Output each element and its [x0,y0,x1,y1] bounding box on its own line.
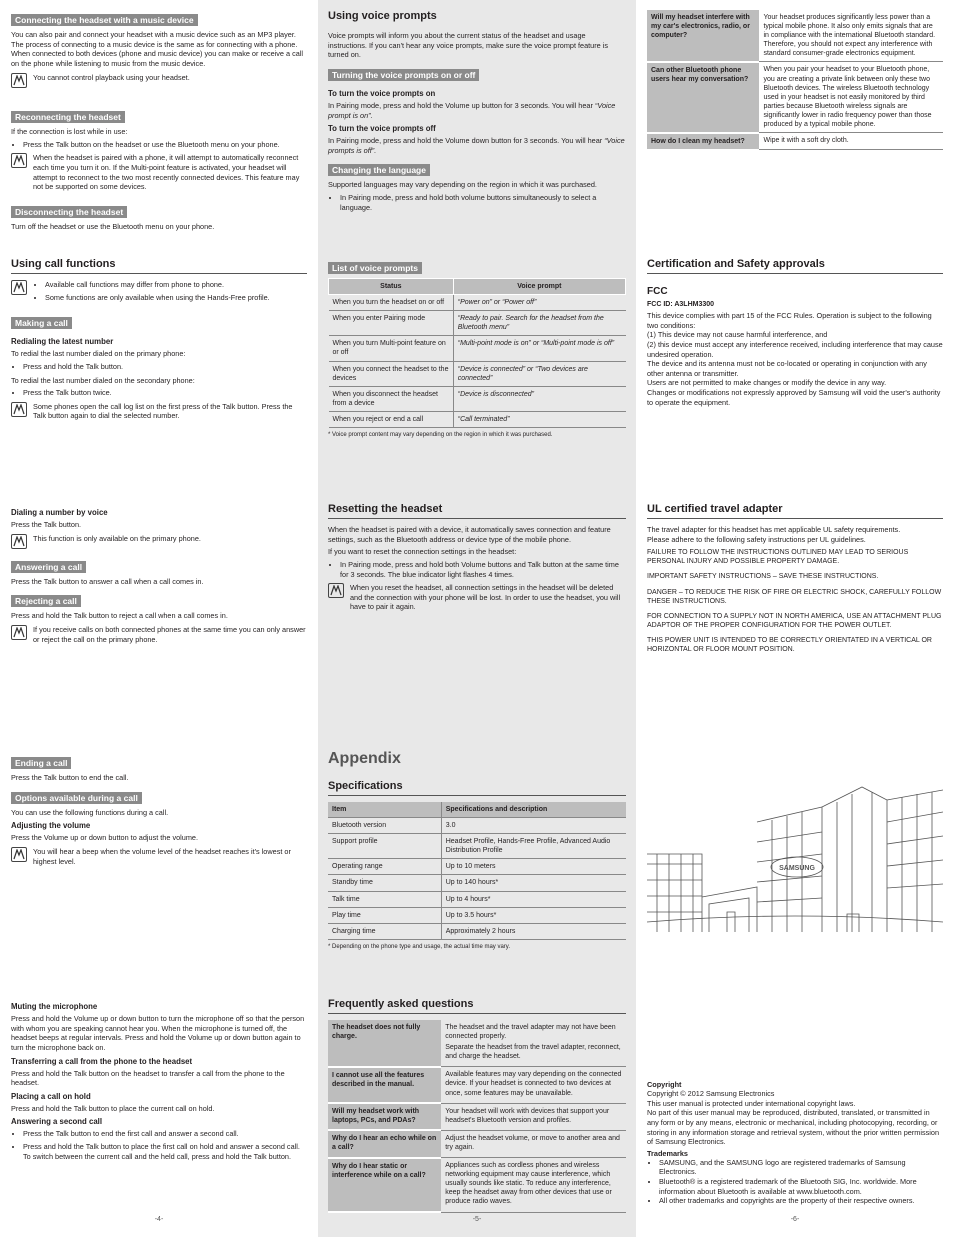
faq-question: I cannot use all the features described in the manual. [328,1067,441,1103]
faq-answer-paragraph: Available features may vary depending on the connected device. If your headset is connected to two devices at once, some features may be unavailable. [445,1071,622,1097]
voice-title: Using voice prompts [328,10,437,22]
voice-prompt-table [328,278,626,428]
faq-answer-paragraph: Separate the headset from the travel adapter, reconnect, and charge the headset. [445,1044,621,1061]
table-row [328,923,626,939]
reconnect-note [11,153,307,192]
faq-answer-paragraph: Adjust the headset volume, or move to another area and try again. [445,1134,620,1151]
table-row [647,62,943,133]
cert-title: Certification and Safety approvals [647,258,943,274]
table-cell: Play time [328,907,441,923]
voice-dial-text: Press the Talk button. [11,520,82,529]
note-icon [11,280,27,295]
second-bullet-1: • Press the Talk button to end the first call and answer a second call. [23,1129,307,1139]
hold-text: Press and hold the Talk button to place the current call on hold. [11,1103,215,1113]
table-cell: Will my headset interfere with my car's electronics, radio, or computer? [647,10,759,62]
fcc-line: This device complies with part 15 of the FCC Rules. Operation is subject to the following two conditions: [647,311,932,330]
table-cell: “Multi-point mode is on” or “Multi-point mode is off” [453,336,625,361]
redial-secondary: To redial the last number dialed on the secondary phone: [11,375,195,385]
faq-question: The headset does not fully charge. [328,1020,441,1067]
volume-title: Adjusting the volume [11,821,91,831]
reset-bullet: • In Pairing mode, press and hold both Volume buttons and Talk button at the same time for 3 seconds. The blue indicator light flashes 4 times. [340,560,626,579]
off-title: To turn the voice prompts off [328,124,436,134]
samsung-sign: SAMSUNG [779,865,815,872]
list-footnote: * Voice prompt content may vary depending on the region in which it was purchased. [328,432,553,439]
muting-section [11,998,307,1165]
table-row [328,859,626,875]
toggle-title: Turning the voice prompts on or off [328,69,479,81]
table-row [329,311,626,336]
ul-caps: DANGER – TO REDUCE THE RISK OF FIRE OR ELECTRIC SHOCK, CAREFULLY FOLLOW THESE INSTRUCTIONS. [647,588,942,605]
page-4 [0,0,318,1237]
ul-caps: FAILURE TO FOLLOW THE INSTRUCTIONS OUTLINED MAY LEAD TO SERIOUS PERSONAL INJURY AND POSSIBLE PROPERTY DAMAGE. [647,549,909,566]
ending-section [11,753,307,874]
table-row [329,386,626,411]
table-cell: Your headset produces significantly less power than a typical mobile phone. It also only emits signals that are in compliance with the international Bluetooth standard. Therefore, you should not expect any interference with standard consumer-grade electronics equipment. [759,10,943,62]
table-cell: When you turn the headset on or off [329,295,454,311]
reset-text2: If you want to reset the connection settings in the headset: [328,547,517,557]
table-header: Specifications and description [441,802,626,818]
cert-section [647,258,943,407]
table-cell: Approximately 2 hours [441,923,626,939]
reconnect-bullet: • Press the Talk button on the headset or use the Bluetooth menu on your phone. [23,140,307,150]
faq-answer-paragraph: The headset and the travel adapter may not have been connected properly. [445,1024,616,1041]
ending-text: Press the Talk button to end the call. [11,773,129,782]
faq-title: Frequently asked questions [328,998,626,1014]
table-cell: When you turn Multi-point feature on or off [329,336,454,361]
volume-note [11,847,307,866]
trademarks-title: Trademarks [647,1148,688,1158]
note-icon [11,153,27,168]
fcc-line: Users are not permitted to make changes or modify the device in any way. [647,378,887,388]
table-header: Voice prompt [453,279,625,295]
table-cell: Bluetooth version [328,818,441,834]
options-title: Options available during a call [11,792,142,804]
making-note-text: Some phones open the call log list on the first press of the Talk button. Press the Talk button again to dial the selected number. [33,401,293,421]
copyright-section [647,1080,943,1206]
faq-row [328,1020,626,1067]
redial-primary-bullet: • Press and hold the Talk button. [23,362,307,372]
volume-note-text: You will hear a beep when the volume level of the headset reaches it's lowest or highest level. [33,846,291,866]
trademark-item: • SAMSUNG, and the SAMSUNG logo are registered trademarks of Samsung Electronics. [659,1158,943,1177]
second-bullet-2: • Press and hold the Talk button to place the first call on hold and answer a second call. To switch between the current call and the held call, press and hold the Talk button. [23,1142,307,1161]
faq-question: Will my headset work with laptops, PCs, and PDAs? [328,1103,441,1130]
hold-title: Placing a call on hold [11,1091,91,1101]
reconnect-section [11,107,307,200]
table-cell: Up to 140 hours* [441,875,626,891]
disconnect-section [11,202,307,235]
ul-section [647,503,943,660]
ending-title: Ending a call [11,757,71,769]
table-row [328,891,626,907]
appendix-title: Appendix [328,750,401,767]
trademark-item: • All other trademarks and copyrights are the property of their respective owners. [659,1196,943,1206]
table-row [328,907,626,923]
redial-primary: To redial the last number dialed on the primary phone: [11,349,186,359]
music-section [11,10,307,96]
reconnect-note-text: When the headset is paired with a phone, it will attempt to automatically reconnect each time you turn it on. If the Multi-point feature is activated, your headset will attempt to reconnect to the two most recently connected devices. This feature may not be supported on some devices. [33,153,300,192]
note-icon [11,847,27,862]
table-row [329,295,626,311]
music-text: You can also pair and connect your headset with a music device such as an MP3 player. The process of connecting to a music device is the same as for connecting with a phone. When connected to both devices (phone and music device) you can make or receive a call on the phone while listening to music from the music device. [11,30,304,68]
table-cell: Wipe it with a soft dry cloth. [759,133,943,150]
copyright-line: This user manual is protected under international copyright laws. [647,1098,856,1108]
page-number: -6- [790,1216,800,1223]
table-cell: When you enter Pairing mode [329,311,454,336]
table-header: Status [329,279,454,295]
voice-dial-title: Dialing a number by voice [11,508,108,517]
table-cell: Talk time [328,891,441,907]
table-cell: Up to 3.5 hours* [441,907,626,923]
reset-title: Resetting the headset [328,503,626,519]
ul-caps: FOR CONNECTION TO A SUPPLY NOT IN NORTH AMERICA, USE AN ATTACHMENT PLUG ADAPTOR OF THE PROPER CONFIGURATION FOR THE POWER OUTLET. [647,612,942,629]
faq-answer [441,1103,626,1130]
faq-answer-paragraph: Your headset will work with devices that support your headset's Bluetooth version and profiles. [445,1107,610,1124]
second-title: Answering a second call [11,1117,102,1127]
rejecting-text: Press and hold the Talk button to reject a call when a call comes in. [11,611,228,621]
lang-text: Supported languages may vary depending on the region in which it was purchased. [328,180,597,190]
transfer-title: Transferring a call from the phone to the headset [11,1056,193,1066]
disconnect-title: Disconnecting the headset [11,206,127,218]
table-cell: Headset Profile, Hands-Free Profile, Advanced Audio Distribution Profile [441,834,626,859]
table-cell: Can other Bluetooth phone users hear my conversation? [647,62,759,133]
call-functions-title: Using call functions [11,258,307,274]
faq-answer [441,1067,626,1103]
table-row [328,834,626,859]
fcc-title: FCC [647,286,668,297]
voice-list-section [328,258,626,438]
page-number: -4- [154,1216,164,1223]
note-icon [11,625,27,640]
fcc-line: Changes or modifications not expressly approved by Samsung will void the user's authority to operate the equipment. [647,388,941,407]
faq-row [328,1130,626,1157]
voice-section [328,10,626,216]
reset-note-text: When you reset the headset, all connection settings in the headset will be deleted and the connection with your phone will be lost. In order to use the headset, you will have to pair it again. [350,583,621,612]
note-icon [11,73,27,88]
table-cell: “Power on” or “Power off” [453,295,625,311]
voice-dial-section [11,504,307,652]
table-cell: “Device is connected” or “Two devices are connected” [453,361,625,386]
copyright-line: Copyright © 2012 Samsung Electronics [647,1089,775,1098]
ul-line: Please adhere to the following safety instructions per UL guidelines. [647,534,866,544]
copyright-title: Copyright [647,1080,682,1089]
table-cell: Charging time [328,923,441,939]
copyright-line: No part of this user manual may be reproduced, distributed, translated, or transmitted in any form or by any means, electronic or mechanical, including photocopying, recording, or storing in any information storage and retrieval system, without the prior written permission of Samsung Electronics. [647,1108,940,1147]
note-icon [11,534,27,549]
building-illustration [647,782,943,932]
faq-continued [647,10,943,151]
table-header: Item [328,802,441,818]
table-cell: When you reject or end a call [329,411,454,427]
fcc-line: (1) This device may not cause harmful interference, and [647,330,828,340]
table-cell: “Device is disconnected” [453,386,625,411]
faq-question: Why do I hear static or interference while on a call? [328,1158,441,1212]
voice-dial-note-text: This function is only available on the primary phone. [33,533,201,543]
specs-table [328,802,626,940]
list-title: List of voice prompts [328,262,422,274]
call-note-2: • Some functions are only available when using the Hands-Free profile. [45,293,270,303]
faq-row [328,1158,626,1212]
table-row [647,133,943,150]
redial-title: Redialing the latest number [11,337,114,347]
music-note-text: You cannot control playback using your headset. [33,72,190,82]
redial-secondary-bullet: • Press the Talk button twice. [23,388,307,398]
table-row [329,361,626,386]
page-6 [636,0,954,1237]
table-cell: Standby time [328,875,441,891]
faq-row [328,1067,626,1103]
fcc-line: The device and its antenna must not be co-located or operating in conjunction with any other antenna or transmitter. [647,359,927,378]
table-cell: Up to 10 meters [441,859,626,875]
muting-title: Muting the microphone [11,1002,98,1011]
lang-title: Changing the language [328,164,430,176]
transfer-text: Press and hold the Talk button on the headset to transfer a call from the phone to the headset. [11,1068,285,1088]
ul-line: The travel adapter for this headset has met applicable UL safety requirements. [647,525,901,534]
disconnect-text: Turn off the headset or use the Bluetooth menu on your phone. [11,222,215,231]
specs-title: Specifications [328,780,626,796]
on-title: To turn the voice prompts on [328,88,436,98]
reconnect-title: Reconnecting the headset [11,111,125,123]
on-text: In Pairing mode, press and hold the Volume up button for 3 seconds. You will hear “Voice prompt is on”. [328,100,616,120]
faq-row [328,1103,626,1130]
faq-table-continued [647,10,943,151]
table-cell: How do I clean my headset? [647,133,759,150]
trademark-item: • Bluetooth® is a registered trademark of the Bluetooth SIG, Inc. worldwide. More information about Bluetooth is available at www.bluetooth.com. [659,1177,943,1196]
rejecting-note-text: If you receive calls on both connected phones at the same time you can only answer or reject the call on the primary phone. [33,624,306,644]
note-icon [328,583,344,598]
table-cell: When you disconnect the headset from a device [329,386,454,411]
table-row [647,10,943,62]
table-row [328,818,626,834]
faq-answer [441,1130,626,1157]
making-note [11,402,307,421]
table-cell: “Ready to pair. Search for the headset from the Bluetooth menu” [453,311,625,336]
fcc-id: FCC ID: A3LHM3300 [647,301,715,308]
table-cell: “Call terminated” [453,411,625,427]
note-icon [11,402,27,417]
faq-section [328,998,626,1213]
table-row [329,411,626,427]
ul-caps: THIS POWER UNIT IS INTENDED TO BE CORRECTLY ORIENTATED IN A VERTICAL OR HORIZONTAL OR FLOOR MOUNT POSITION. [647,636,932,653]
faq-answer [441,1020,626,1067]
making-title: Making a call [11,317,72,329]
music-note [11,73,307,88]
reconnect-text: If the connection is lost while in use: [11,127,128,136]
table-cell: When you pair your headset to your Bluetooth phone, you are creating a private link between only these two Bluetooth devices. The wireless Bluetooth technology used in your headset is not easily monitored by third parties because Bluetooth wireless signals are significantly lower in radio frequency power than those produced by a typical mobile phone. [759,62,943,133]
reset-text1: When the headset is paired with a device, it automatically saves connection and feature settings, such as the Bluetooth address or device type of the mobile phone. [328,525,611,544]
call-functions-note [11,280,307,305]
fcc-line: (2) this device must accept any interference received, including interference that may cause undesired operation. [647,339,943,359]
answering-title: Answering a call [11,561,86,573]
page-5 [318,0,636,1237]
reset-section [328,503,626,620]
table-cell: Support profile [328,834,441,859]
rejecting-note [11,625,307,644]
off-text: In Pairing mode, press and hold the Volume down button for 3 seconds. You will hear “Voice prompts is off”. [328,136,625,155]
table-row [329,336,626,361]
faq-table [328,1020,626,1213]
table-cell: Up to 4 hours* [441,891,626,907]
rejecting-title: Rejecting a call [11,595,81,607]
volume-text: Press the Volume up or down button to adjust the volume. [11,833,198,843]
table-row [328,875,626,891]
appendix-section [328,750,626,950]
ul-caps: IMPORTANT SAFETY INSTRUCTIONS – SAVE THESE INSTRUCTIONS. [647,573,879,581]
call-note-1: • Available call functions may differ from phone to phone. [45,280,270,290]
call-functions-section [11,258,307,429]
voice-dial-note [11,534,307,549]
building-illustration-svg [647,782,943,932]
muting-text: Press and hold the Volume up or down button to turn the microphone off so that the person with whom you are speaking cannot hear you. When the microphone is turned off, the headset beeps at regular intervals. Press and hold the Volume up or down button again to turn the microphone back on. [11,1014,305,1052]
page-number: -5- [472,1216,482,1223]
lang-bullet: • In Pairing mode, press and hold both volume buttons simultaneously to select a language. [340,193,626,212]
table-cell: 3.0 [441,818,626,834]
specs-footnote: * Depending on the phone type and usage, the actual time may vary. [328,943,511,950]
table-cell: When you connect the headset to the devices [329,361,454,386]
options-text: You can use the following functions during a call. [11,807,169,817]
reset-note [328,583,626,612]
faq-answer-paragraph: Appliances such as cordless phones and wireless networking equipment may cause interference, which usually sounds like static. To reduce any interference, keep the headset away from other devices that use or produce radio waves. [445,1162,612,1206]
faq-answer [441,1158,626,1212]
answering-text: Press the Talk button to answer a call when a call comes in. [11,576,204,586]
faq-question: Why do I hear an echo while on a call? [328,1130,441,1157]
music-title: Connecting the headset with a music device [11,14,198,26]
table-cell: Operating range [328,859,441,875]
voice-text: Voice prompts will inform you about the current status of the headset and usage instructions. If you can't hear any voice prompts, make sure the voice prompt feature is turned on. [328,31,609,60]
ul-title: UL certified travel adapter [647,503,943,519]
